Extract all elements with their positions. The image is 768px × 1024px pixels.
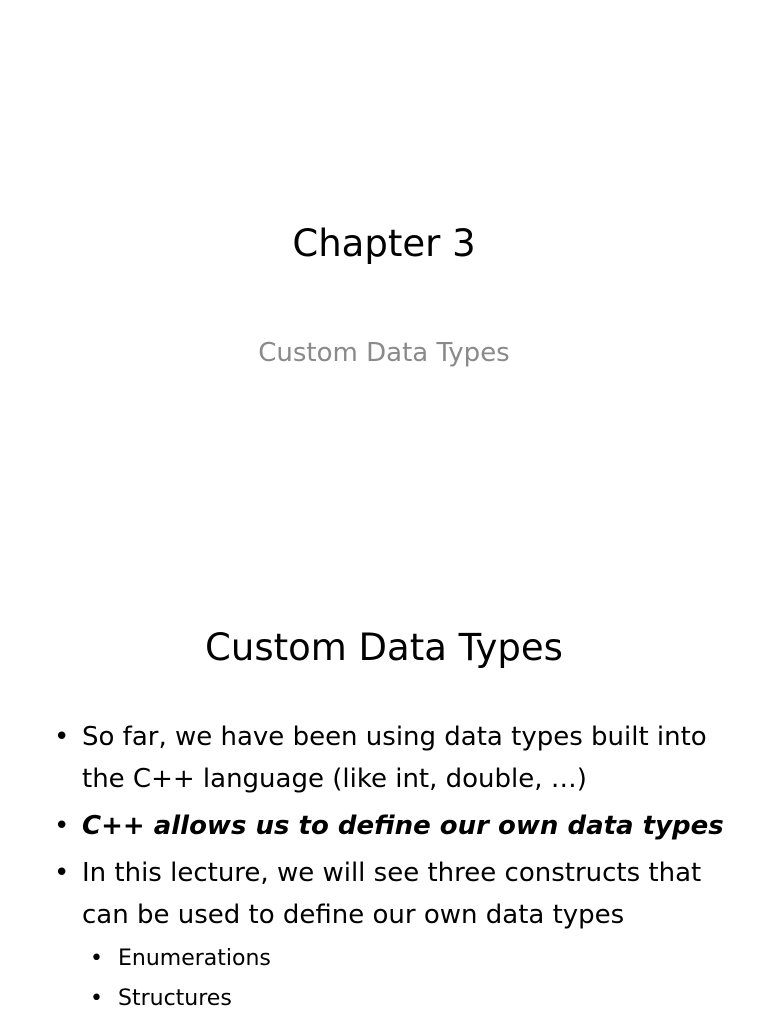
bullet-dot-icon: • <box>54 722 70 752</box>
sub-bullet-text: Enumerations <box>118 946 271 971</box>
bullet-dot-icon: • <box>54 858 70 888</box>
bullet-text: So far, we have been using data types built into the C++ language (like int, double, …) <box>82 722 707 794</box>
bullet-item <box>0 852 768 936</box>
bullet-text-emphasized: C++ allows us to define our own data types <box>82 811 724 841</box>
bullet-text: In this lecture, we will see three constructs that can be used to define our own data types <box>82 858 702 930</box>
slide-heading: Custom Data Types <box>205 626 563 669</box>
bullet-item <box>0 716 768 800</box>
content-slide <box>0 576 768 1024</box>
bullet-dot-icon: • <box>54 811 70 841</box>
sub-bullet-dot-icon: • <box>90 946 103 971</box>
bullet-list <box>0 716 768 1021</box>
sub-bullet-item <box>0 941 768 977</box>
sub-bullet-text: Structures <box>118 986 232 1011</box>
sub-bullet-dot-icon: • <box>90 986 103 1011</box>
chapter-subtitle: Custom Data Types <box>258 338 510 368</box>
sub-bullet-item <box>0 981 768 1017</box>
chapter-title: Chapter 3 <box>292 222 476 265</box>
bullet-item <box>0 805 768 847</box>
